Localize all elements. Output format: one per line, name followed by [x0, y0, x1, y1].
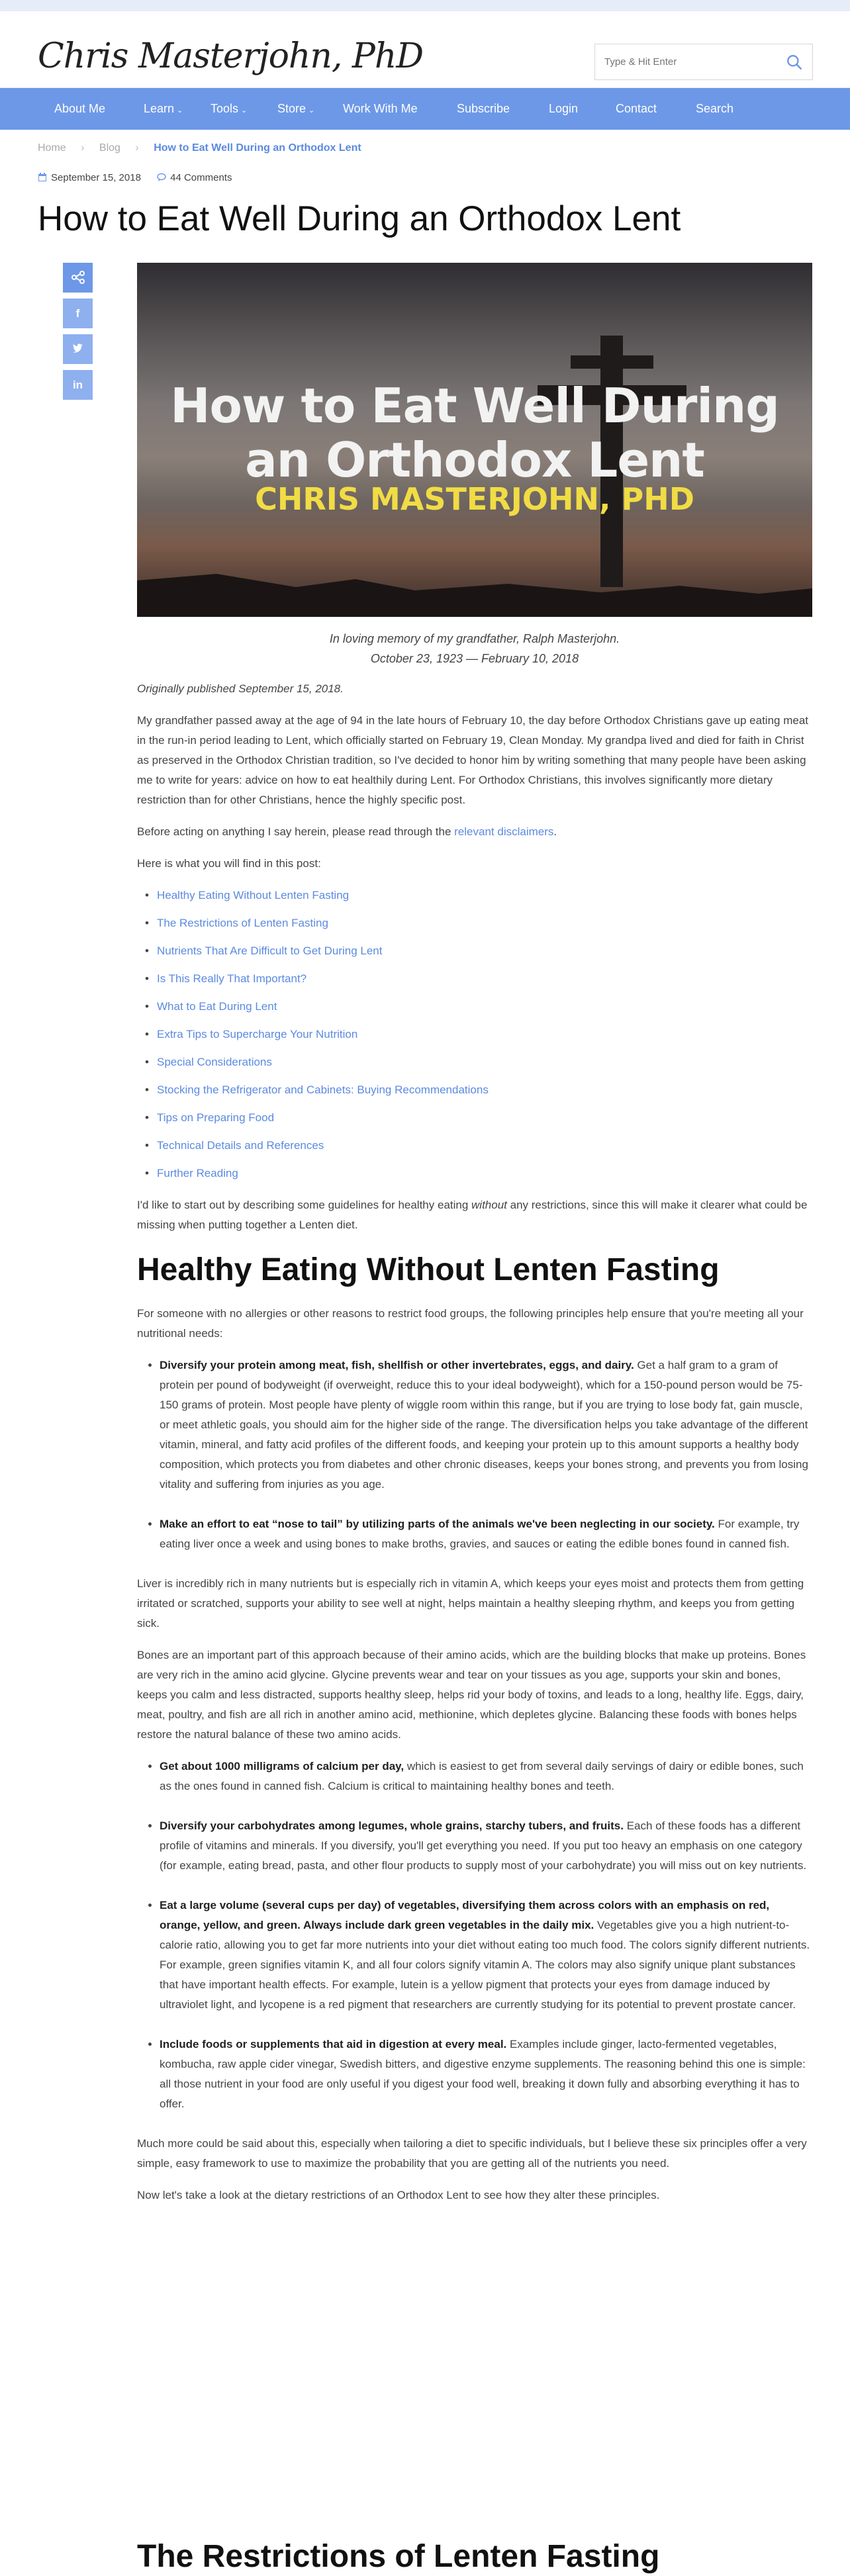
share-icon	[71, 270, 85, 285]
nav-store[interactable]: Store ⌄	[277, 102, 315, 115]
hero-author: CHRIS MASTERJOHN, PHD	[255, 481, 694, 517]
top-strip	[0, 0, 850, 11]
twitter-share-button[interactable]	[63, 334, 93, 364]
healthy-intro: For someone with no allergies or other reasons to restrict food groups, the following principles help ensure that you're meeting all your nutritional needs:	[137, 1307, 804, 1340]
nav-contact[interactable]: Contact	[616, 102, 657, 115]
transition-paragraph: Now let's take a look at the dietary restrictions of an Orthodox Lent to see how they alter these principles.	[137, 2189, 660, 2201]
toc-item[interactable]: • Extra Tips to Supercharge Your Nutrition	[145, 1025, 812, 1044]
principles-list-b	[160, 1757, 812, 2114]
toc-item[interactable]: • Special Considerations	[145, 1052, 812, 1072]
post-comments[interactable]: 44 Comments	[157, 172, 232, 183]
disclaimer-paragraph: Before acting on anything I say herein, please read through the relevant disclaimers.	[137, 825, 557, 838]
published-note: Originally published September 15, 2018.	[137, 682, 344, 695]
facebook-icon: f	[75, 307, 80, 320]
toc-item[interactable]: • Technical Details and References	[145, 1136, 812, 1156]
section-heading-restrictions: The Restrictions of Lenten Fasting	[137, 2539, 660, 2574]
header-search[interactable]	[594, 44, 813, 80]
table-of-contents	[145, 886, 812, 1183]
toc-item[interactable]: • Healthy Eating Without Lenten Fasting	[145, 886, 812, 905]
breadcrumb-home[interactable]: Home	[38, 142, 66, 154]
principles-list-a	[160, 1356, 812, 1554]
nav-about-me[interactable]: About Me	[54, 102, 106, 115]
share-button[interactable]	[63, 263, 93, 293]
linkedin-icon: in	[72, 379, 83, 391]
share-bar	[63, 263, 93, 406]
intro-paragraph: My grandfather passed away at the age of 94 in the late hours of February 10, the day before Orthodox Christians gave up eating meat in the run-in period leading to Lent, which officially started on February 19, Clean Monday. My grandpa lived and died for faith in Christ as preserved in the Orthodox Christian tradition, so I've decided to honor him by writing something that many people have been asking me to write for years: advice on how to eat healthily during Lent. For Orthodox Christians, this involves significantly more dietary restriction than for other Christians, hence the highly specific post.	[137, 714, 808, 806]
nav-learn[interactable]: Learn ⌄	[144, 102, 183, 115]
main-nav	[0, 88, 850, 130]
toc-item[interactable]: • The Restrictions of Lenten Fasting	[145, 913, 812, 933]
toc-item[interactable]: • Nutrients That Are Difficult to Get During Lent	[145, 941, 812, 961]
breadcrumb-current: How to Eat Well During an Orthodox Lent	[154, 142, 361, 154]
list-item: • Diversify your protein among meat, fish, shellfish or other invertebrates, eggs, and dairy. Get a half gram to a gram of protein per pound of bodyweight (if overweight, reduce this to your ideal bodyweight), which for a 150-pound person would be 75-150 grams of protein. Most people have plenty of wiggle room within this range, but if you are trying to lose body fat, gain muscle, or meet athletic goals, you should aim for the higher side of the range. The diversification helps you take advantage of the different vitamin, mineral, and fatty acid profiles of the different foods, and keeping your protein up to this amount supports a healthy body composition, which protects you from diabetes and other chronic diseases, keeps your bones strong, and prevents you from losing vitality and suffering from injuries as you age.	[160, 1356, 812, 1495]
list-item: • Include foods or supplements that aid in digestion at every meal. Examples include ginger, lacto-fermented vegetables, kombucha, raw apple cider vinegar, Swedish bitters, and digestive enzyme supplements. The reasoning behind this one is simple: all those nutrient in your food are only useful if you digest your food well, breaking it down fully and absorbing everything it has to offer.	[160, 2035, 812, 2114]
nav-tools[interactable]: Tools ⌄	[211, 102, 248, 115]
hero-image	[137, 263, 812, 617]
comment-icon	[157, 173, 166, 182]
breadcrumb	[38, 142, 373, 154]
post-date: September 15, 2018	[38, 172, 141, 183]
toc-item[interactable]: • Stocking the Refrigerator and Cabinets: Buying Recommendations	[145, 1080, 812, 1100]
list-item: • Eat a large volume (several cups per day) of vegetables, diversifying them across colors with an emphasis on red, orange, yellow, and green. Always include dark green vegetables in the daily mix. Vegetables give you a high nutrient-to-calorie ratio, allowing you to get far more nutrients into your diet without eating too much food. The colors signify different nutrients. For example, green signifies vitamin K, and all four colors signify vitamin A. The colors may also signify unique plant substances that have important health effects. For example, lutein is a yellow pigment that protects your eyes from damage induced by ultraviolet light, and lycopene is a red pigment that researchers are currently studying for its potential to prevent prostate cancer.	[160, 1896, 812, 2015]
breadcrumb-blog[interactable]: Blog	[99, 142, 120, 154]
toc-intro: Here is what you will find in this post:	[137, 857, 321, 870]
facebook-share-button[interactable]	[63, 299, 93, 328]
toc-item[interactable]: • What to Eat During Lent	[145, 997, 812, 1017]
nav-work-with-me[interactable]: Work With Me	[343, 102, 418, 115]
list-item: • Diversify your carbohydrates among legumes, whole grains, starchy tubers, and fruits. Each of these foods has a different profile of vitamins and minerals. If you diversify, you'll get everything you need. If you put too heavy an emphasis on one category (for example, eating bread, pasta, and other flour products to supply most of your carbohydrate) you will miss out on key nutrients.	[160, 1816, 812, 1876]
toc-item[interactable]: • Is This Really That Important?	[145, 969, 812, 989]
list-item: • Get about 1000 milligrams of calcium per day, which is easiest to get from several daily servings of dairy or edible bones, such as the ones found in canned fish. Calcium is critical to maintaining healthy bones and teeth.	[160, 1757, 812, 1796]
nav-search[interactable]: Search	[696, 102, 734, 115]
hero-title: How to Eat Well During an Orthodox Lent	[170, 378, 779, 488]
disclaimers-link[interactable]: relevant disclaimers	[454, 825, 554, 838]
image-caption: In loving memory of my grandfather, Ralph Masterjohn. October 23, 1923 — February 10, 2018	[329, 632, 620, 665]
search-input[interactable]	[595, 44, 774, 79]
page-title: How to Eat Well During an Orthodox Lent	[38, 199, 681, 238]
site-header	[0, 11, 850, 88]
chevron-down-icon: ⌄	[241, 107, 248, 115]
nav-subscribe[interactable]: Subscribe	[457, 102, 510, 115]
chevron-down-icon: ⌄	[308, 107, 315, 115]
twitter-icon	[72, 343, 84, 355]
calendar-icon	[38, 173, 47, 182]
nav-login[interactable]: Login	[549, 102, 579, 115]
chevron-right-icon: ›	[135, 142, 139, 154]
much-more-paragraph: Much more could be said about this, especially when tailoring a diet to specific individuals, but I believe these six principles offer a very simple, easy framework to use to maximize the probability that you are getting all of the nutrients you need.	[137, 2137, 807, 2170]
post-meta	[38, 172, 245, 183]
section-heading-healthy-eating: Healthy Eating Without Lenten Fasting	[137, 1252, 720, 1287]
linkedin-share-button[interactable]	[63, 370, 93, 400]
chevron-right-icon: ›	[81, 142, 85, 154]
toc-item[interactable]: • Further Reading	[145, 1164, 812, 1183]
bones-paragraph: Bones are an important part of this approach because of their amino acids, which are the building blocks that make up proteins. Bones are very rich in the amino acid glycine. Glycine prevents wear and tear on your tissues as you age, supports your skin and bones, keeps you calm and less distracted, supports healthy sleep, helps rid your body of toxins, and leads to a long, healthy life. Eggs, dairy, meat, poultry, and fish are all rich in another amino acid, methionine, which depletes glycine. Balancing these foods with bones helps restore the natural balance of these two amino acids.	[137, 1649, 806, 1741]
chevron-down-icon: ⌄	[177, 107, 183, 115]
list-item: • Make an effort to eat “nose to tail” by utilizing parts of the animals we've been neglecting in our society. For example, try eating liver once a week and using bones to make broths, gravies, and sauces or eating the edible bones found in canned fish.	[160, 1514, 812, 1554]
search-icon[interactable]	[786, 54, 803, 71]
post-content	[137, 629, 812, 2217]
site-logo[interactable]: Chris Masterjohn, PhD	[38, 36, 424, 76]
lead-paragraph: I'd like to start out by describing some guidelines for healthy eating without any restrictions, since this will make it clearer what could be missing when putting together a Lenten diet.	[137, 1199, 808, 1231]
toc-item[interactable]: • Tips on Preparing Food	[145, 1108, 812, 1128]
liver-paragraph: Liver is incredibly rich in many nutrients but is especially rich in vitamin A, which keeps your eyes moist and protects them from getting irritated or scratched, supports your ability to see well at night, helps maintain a healthy sleeping rhythm, and keeps you from getting sick.	[137, 1577, 804, 1630]
